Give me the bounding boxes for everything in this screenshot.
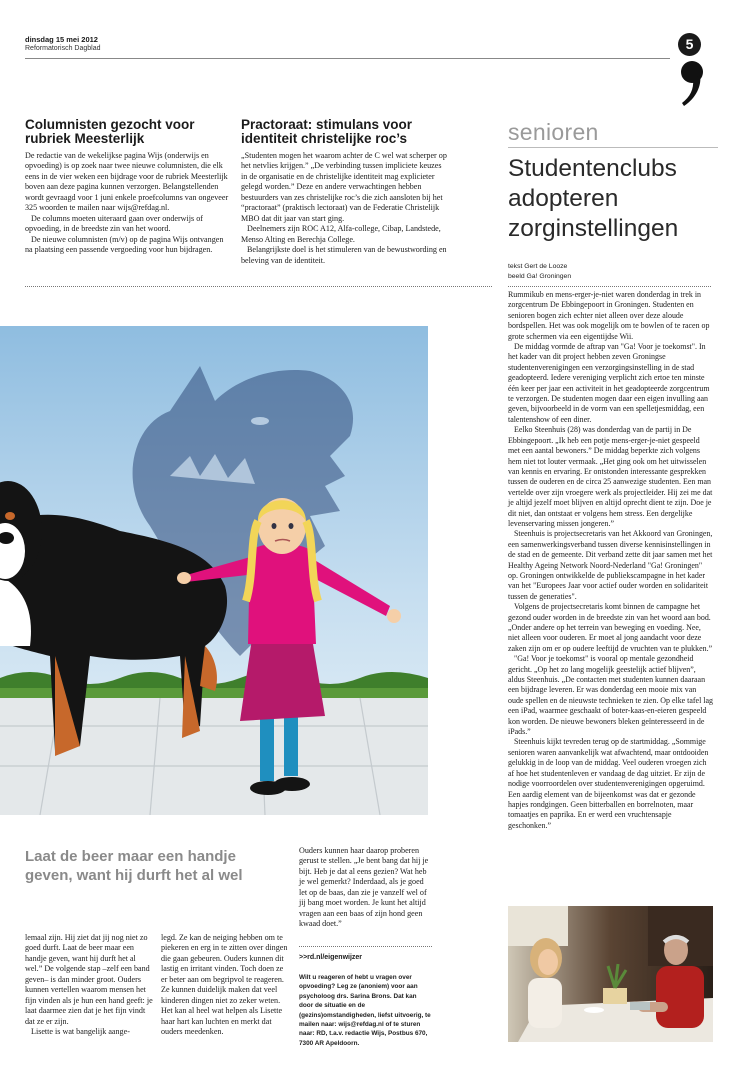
article2-paragraph: Deelnemers zijn ROC A12, Alfa-college, Cibap, Landstede, Menso Alting en Berechja College. [241,224,441,244]
byline-photo: beeld Ga! Groningen [508,273,572,280]
article1-body [25,151,230,256]
article2-body [241,151,448,266]
article2-paragraph: Belangrijkste doel is het stimuleren van de bewustwording en beleving van de identiteit. [241,245,447,265]
header-rule [25,58,670,59]
main-article-body [508,290,713,831]
main-paragraph: "Ga! Voor je toekomst" is vooral op mentale gezondheid gericht. „Op het zo lang mogelijk geestelijk actief blijven”, aldus Steenhuis. „De contacten met studenten kunnen daaraan een bijdrage leveren. Er was donderdag een mooie mix van oude spellen en de nieuwste technieken te zien. Op elke tafel lag een iPad, waarmee geschaakt of boter-kaas-en-eieren gespeeld kon worden. De nieuwe bewoners bleken geïnteresseerd in de iPads.” [508,654,713,737]
article2-title: Practoraat: stimulans voor identiteit christelijke roc’s [241,117,413,146]
date-line: dinsdag 15 mei 2012 [25,35,98,44]
kicker-rule [508,147,718,148]
article2-paragraph: „Studenten mogen het waarom achter de C wel wat scherper op het netvlies krijgen.” „De verbinding tussen impliciete keuzes in de organisatie en de christelijke identiteit mag explicieter gelegd worden.” Deze en andere verwachtingen hebben bestuurders van zes christelijke roc’s die zich aansloten bij het “practoraat” (praktisch lectoraat) van de Federatie Christelijk MBO dat dit jaar van start ging. [241,151,447,223]
column-col3 [299,846,432,930]
article1-title: Columnisten gezocht voor rubriek Meesterlijk [25,117,195,146]
article1-paragraph: De columns moeten uiteraard gaan over onderwijs of opvoeding, in de breedste zin van het woord. [25,213,203,234]
main-paragraph: Eelko Steenhuis (28) was donderdag van de partij in De Ebbingepoort. „Ik heb een potje mens-erger-je-niet gespeeld met een aantal bewoners.” De middag beperkte zich volgens hem niet tot louter vermaak. „Het ging ook om het uitwisselen van kennis en ervaring. Er ontstonden interessante gesprekken tussen de ouderen en de circa 25 aanwezige studenten. Een man vertelde over zijn vroegere werk als projectleider. Hij zei me dat je altijd jezelf moet blijven en altijd oprecht dient te zijn. Doe je dit niet, dan ontstaat er volgens hem stress. Een dergelijke levenservaring missen jongeren.” [508,425,713,528]
main-paragraph: Steenhuis kijkt tevreden terug op de startmiddag. „Sommige senioren waren aanvankelijk wat afwachtend, maar ontdooiden gelukkig in de loop van de middag. Veel ouderen vroegen zich af hoe het studentenleven er vandaag de dag uitziet. Er zijn de nodige voorroordelen over studentenverenigingen opgeruimd. Een aardig element van de bijeenkomst was dat er gezonde hapjes rondgingen. Geen bitterballen en borrelnoten, maar tomaatjes en paprika. En er werd een vruchtensapje geschonken.” [508,737,709,830]
main-paragraph: Steenhuis is projectsecretaris van het Akkoord van Groningen, een samenwerkingsverband tussen diverse kennisinstellingen in de stad en de gemeente. Dit verband zette dit jaar samen met het Healthy Ageing Network Noord-Nederland "Ga! Groningen" op. Groningen ontwikkelde de publiekscampagne in het kader van het "Europees Jaar voor actief ouder worden en solidariteit tussen de generaties". [508,529,713,601]
paper-name: Reformatorisch Dagblad [25,45,101,52]
section-divider [25,286,492,287]
main-paragraph: Rummikub en mens-erger-je-niet waren donderdag in trek in zorgcentrum De Ebbingepoort in Groningen. Studenten en senioren bogen zich echter niet alleen over deze aloude bordspellen. Het was ook mogelijk om te bowlen of te racen op grote schermen via een eigentijdse Wii. [508,290,710,341]
article1-paragraph: De nieuwe columnisten (m/v) op de pagina Wijs ontvangen na plaatsing een passende vergoeding voor hun bijdragen. [25,234,224,255]
comma-logo-icon [678,60,706,108]
main-headline: Studentenclubs adopteren zorginstellingen [508,155,679,242]
pull-quote: Laat de beer maar een handje geven, want hij durft het al wel [25,848,243,884]
eigenwijzer-link[interactable]: >>rd.nl/eigenwijzer [299,954,363,961]
column-col1 [25,933,155,1038]
byline-rule [508,286,711,287]
page-number-badge: 5 [678,33,701,56]
column-paragraph: Lisette is wat bangelijk aange- [31,1027,130,1037]
column-paragraph: legd. Ze kan de neiging hebben om te piekeren en erg in te zitten over dingen die gaan gebeuren. Ouders kunnen dit lastig en irritant vinden. Toch doen ze er beter aan om begripvol te reageren. Ze kunnen duidelijk maken dat veel kinderen dingen niet zo zeker weten. Het kan al heel wat helpen als Lisette haar hart kan luchten en merkt dat ouders meedenken. [161,933,288,1037]
column-col2 [161,933,291,1038]
byline-text: tekst Gert de Looze [508,263,568,270]
column-paragraph: Ouders kunnen haar daarop proberen gerust te stellen. „Je bent bang dat hij je bijt. Heb je dat al eens gezien? Wat heb je wel gemerkt? Inderdaad, als je goed let op de baas, dan zie je vanzelf wel of jij bang moet worden. Je kunt het altijd vragen aan een baas of zijn hond geen kwaad doet.” [299,846,429,929]
main-paragraph: De middag vormde de aftrap van "Ga! Voor je toekomst". In het kader van dit project hebben zeven Groningse studentenverenigingen een verzorgingsinstelling in de stad geadopteerd. Iedere vereniging verplicht zich ertoe ten minste één keer per jaar een activiteit in het geadopteerde zorgcentrum te verzorgen. De studenten mogen daar een eigen invulling aan geven, bijvoorbeeld in de vorm van een spelletjesmiddag, een talentenshow of een diner. [508,342,710,424]
column-divider [299,946,432,947]
kicker: senioren [508,119,599,145]
main-paragraph: Volgens de projectsecretaris komt binnen de campagne het gezond ouder worden in de breedste zin van het woord aan bod. „Onder andere op het terrein van beweging en voeding. Nee, niet alleen voor ouderen. Er moet al jong aandacht voor deze zaken zijn om er op oudere leeftijd de vruchten van te plukken.” [508,602,713,653]
photo-students-seniors [508,906,713,1042]
column-paragraph: lemaal zijn. Hij ziet dat jij nog niet zo goed durft. Laat de beer maar een handje geven, want hij durft het al wel.” De volgende stap –zelf een band geven– is dan minder groot. Ouders kunnen vertellen waarom mensen het fijn vinden als je hun een hand geeft: je laat daarmee zien dat je het fijn vindt dat ze er zijn. [25,933,153,1026]
contact-info: Wilt u reageren of hebt u vragen over opvoeding? Leg ze (anoniem) voor aan psycholoog drs. Sarina Brons. Dat kan door de situatie en de (gezins)omstandigheden, liefst uitvoerig, te mailen naar: wijs@refdag.nl of te sturen naar: RD, t.a.v. redactie Wijs, Postbus 670, 7300 AR Apeldoorn. [299,974,431,1047]
article1-paragraph: De redactie van de wekelijkse pagina Wijs (onderwijs en opvoeding) is op zoek naar twee nieuwe columnisten, die elk eens in de vier weken een bijdrage voor de rubriek Meesterlijk boven aan deze pagina kunnen verzorgen. Belangstellenden wordt gevraagd voor 1 juni enkele proefcolumns van ongeveer 325 woorden te mailen naar wijs@refdag.nl. [25,151,229,213]
illustration-girl-with-dog [0,326,428,815]
